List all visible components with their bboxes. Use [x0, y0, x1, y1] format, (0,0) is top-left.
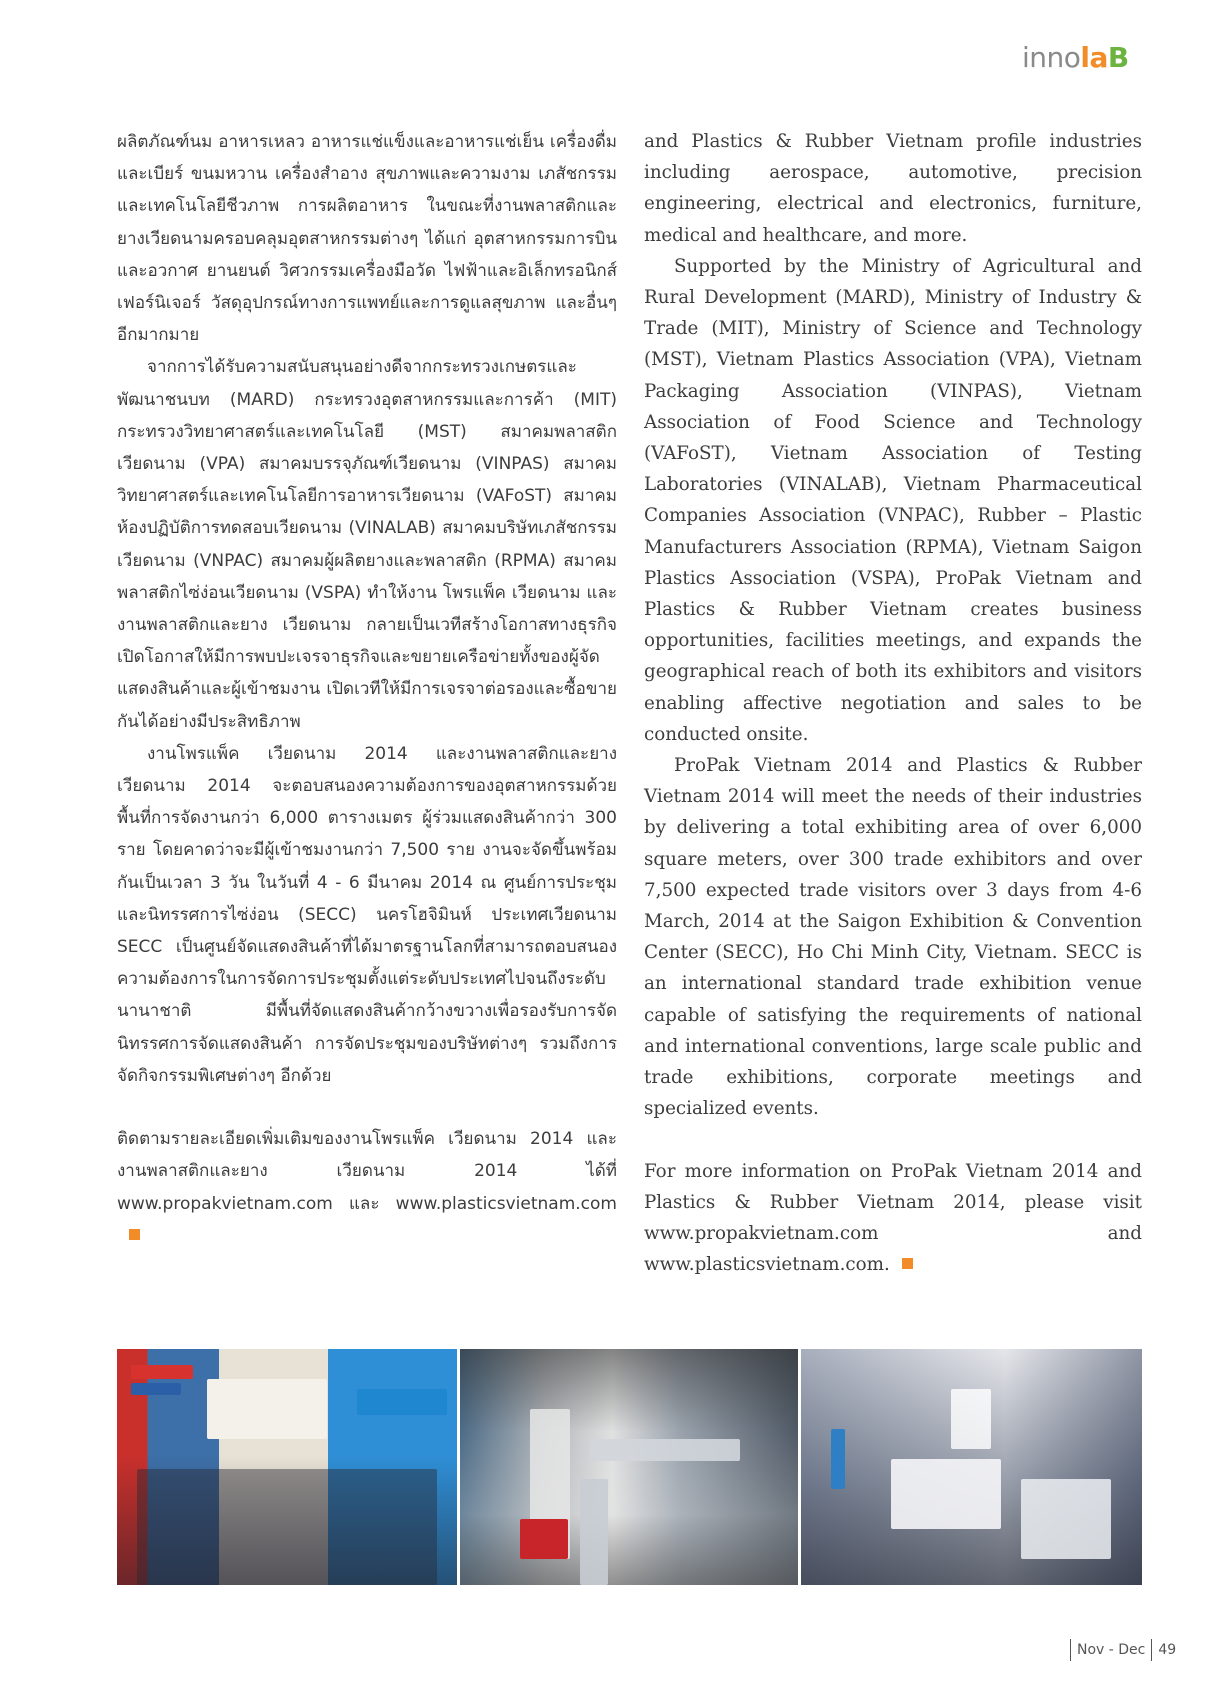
english-paragraph-1: and Plastics & Rubber Vietnam profile industries including aerospace, automotive, precision engineering, electrical and electronics, furniture, medical and healthcare, and more. [644, 131, 1142, 246]
thai-paragraph-2: จากการได้รับความสนับสนุนอย่างดีจากกระทรวงเกษตรและพัฒนาชนบท (MARD) กระทรวงอุตสาหกรรมและการค้า (MIT) กระทรวงวิทยาศาสตร์และเทคโนโลยี (MST) สมาคมพลาสติกเวียดนาม (VPA) สมาคมบรรจุภัณฑ์เวียดนาม (VINPAS) สมาคมวิทยาศาสตร์และเทคโนโลยีการอาหารเวียดนาม (VAFoST) สมาคมห้องปฏิบัติการทดสอบเวียดนาม (VINALAB) สมาคมบริษัทเภสัชกรรมเวียดนาม (VNPAC) สมาคมผู้ผลิตยางและพลาสติก (RPMA) สมาคมพลาสติกไซ่ง่อนเวียดนาม (VSPA) ทำให้งาน โพรแพ็ค เวียดนาม และงานพลาสติกและยาง เวียดนาม กลายเป็นเวทีสร้างโอกาสทางธุรกิจ เปิดโอกาสให้มีการพบปะเจรจาธุรกิจและขยายเครือข่ายทั้งของผู้จัดแสดงสินค้าและผู้เข้าชมงาน เปิดเวทีให้มีการเจรจาต่อรองและซื้อขายกันได้อย่างมีประสิทธิภาพ [117, 357, 617, 732]
page-number: 49 [1158, 1642, 1177, 1658]
english-more-info-text: For more information on ProPak Vietnam 2014 and Plastics & Rubber Vietnam 2014, please visit www.propakvietnam.com and www.plasticsvietnam.com. [644, 1160, 1142, 1276]
footer-divider [1070, 1639, 1071, 1661]
issue-label: Nov - Dec [1077, 1642, 1146, 1658]
english-article-column [644, 126, 1142, 1280]
footer-divider [1151, 1639, 1152, 1661]
english-paragraph-3: ProPak Vietnam 2014 and Plastics & Rubber Vietnam 2014 will meet the needs of their industries by delivering a total exhibiting area of over 6,000 square meters, over 300 trade exhibitors and over 7,500 expected trade visitors over 3 days from 4-6 March, 2014 at the Saigon Exhibition & Convention Center (SECC), Ho Chi Minh City, Vietnam. SECC is an international standard trade exhibition venue capable of satisfying the requirements of national and international conventions, large scale public and trade exhibitions, corporate meetings and specialized events. [644, 755, 1142, 1120]
thai-paragraph-1: ผลิตภัณฑ์นม อาหารเหลว อาหารแช่แข็งและอาหารแช่เย็น เครื่องดื่มและเบียร์ ขนมหวาน เครื่องสำอาง สุขภาพและความงาม เภสัชกรรมและเทคโนโลยีชีวภาพ การผลิตอาหาร ในขณะที่งานพลาสติกและยางเวียดนามครอบคลุมอุตสาหกรรมต่างๆ ได้แก่ อุตสาหกรรมการบินและอวกาศ ยานยนต์ วิศวกรรมเครื่องมือวัด ไฟฟ้าและอิเล็กทรอนิกส์ เฟอร์นิเจอร์ วัสดุอุปกรณ์ทางการแพทย์และการดูแลสุขภาพ และอื่นๆ อีกมากมาย [117, 132, 617, 346]
end-of-article-mark [129, 1229, 140, 1240]
logo-text-inno: inno [1022, 41, 1081, 74]
english-more-info [644, 1156, 1142, 1281]
thai-more-info-text: ติดตามรายละเอียดเพิ่มเติมของงานโพรแพ็ค เวียดนาม 2014 และงานพลาสติกและยาง เวียดนาม 2014 ได้ที่ www.propakvietnam.com และ www.plasticsvietnam.com [117, 1129, 617, 1214]
thai-paragraph-3: งานโพรแพ็ค เวียดนาม 2014 และงานพลาสติกและยาง เวียดนาม 2014 จะตอบสนองความต้องการของอุตสาหกรรมด้วยพื้นที่การจัดงานกว่า 6,000 ตารางเมตร ผู้ร่วมแสดงสินค้ากว่า 300 ราย โดยคาดว่าจะมีผู้เข้าชมงานกว่า 7,500 ราย งานจะจัดขึ้นพร้อมกันเป็นเวลา 3 วัน ในวันที่ 4 - 6 มีนาคม 2014 ณ ศูนย์การประชุมและนิทรรศการไซ่ง่อน (SECC) นครโฮจิมินห์ ประเทศเวียดนาม SECC เป็นศูนย์จัดแสดงสินค้าที่ได้มาตรฐานโลกที่สามารถตอบสนองความต้องการในการจัดการประชุมตั้งแต่ระดับประเทศไปจนถึงระดับนานาชาติ มีพื้นที่จัดแสดงสินค้ากว้างขวางเพื่อรองรับการจัดนิทรรศการจัดแสดงสินค้า การจัดประชุมของบริษัทต่างๆ รวมถึงการจัดกิจกรรมพิเศษต่างๆ อีกด้วย [117, 743, 617, 1086]
english-paragraph-2: Supported by the Ministry of Agricultural and Rural Development (MARD), Ministry of Industry & Trade (MIT), Ministry of Science and Technology (MST), Vietnam Plastics Association (VPA), Vietnam Packaging Association (VINPAS), Vietnam Association of Food Science and Technology (VAFoST), Vietnam Association of Testing Laboratories (VINALAB), Vietnam Pharmaceutical Companies Association (VNPAC), Rubber – Plastic Manufacturers Association (RPMA), Vietnam Saigon Plastics Association (VSPA), ProPak Vietnam and Plastics & Rubber Vietnam creates business opportunities, facilities meetings, and expands the geographical reach of both its exhibitors and visitors enabling affective negotiation and sales to be conducted onsite. [644, 255, 1142, 745]
logo-text-b: B [1107, 41, 1129, 74]
innolab-logo [1022, 41, 1129, 74]
thai-more-info [117, 1123, 617, 1252]
photo-strip [117, 1349, 1142, 1585]
page-footer [1064, 1639, 1176, 1661]
visitors-at-equipment-photo [460, 1349, 798, 1585]
lab-instruments-photo [801, 1349, 1142, 1585]
exhibition-booth-photo [117, 1349, 457, 1585]
end-of-article-mark [902, 1258, 913, 1269]
thai-article-column [117, 126, 617, 1252]
logo-text-la: la [1080, 41, 1108, 74]
